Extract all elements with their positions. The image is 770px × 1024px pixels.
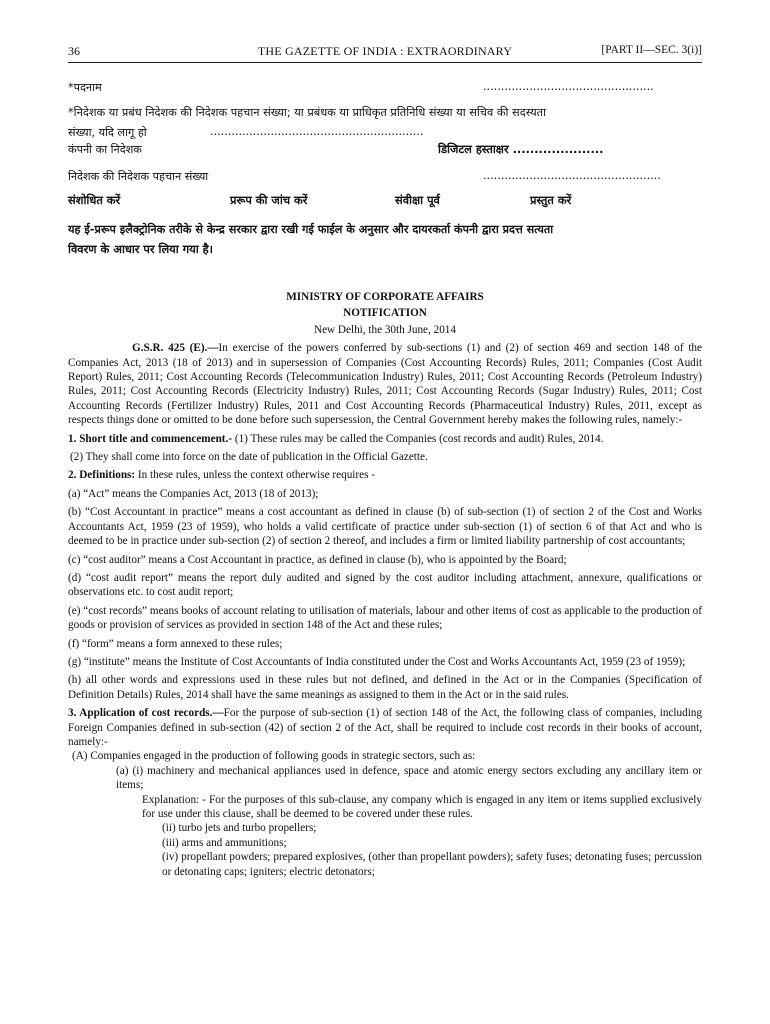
director-id-line: *निदेशक या प्रबंध निदेशक की निदेशक पहचान संख्या; या प्रबंधक या प्राधिकृत प्रतिनिधि संख्या या सचिव की सदस्यता	[68, 106, 547, 119]
section-3-A-a: (a) (i) machinery and mechanical appliances used in defence, space and atomic energy sectors excluding any ancillary item or items;	[116, 764, 702, 792]
prescrutiny-button[interactable]: संवीक्षा पूर्व	[395, 193, 440, 207]
definition-f: (f) “form” means a form annexed to these rules;	[68, 637, 283, 650]
submit-button[interactable]: प्रस्तुत करें	[530, 193, 572, 207]
digital-signature-field: डिजिटल हस्ताक्षर .....................	[438, 142, 604, 156]
section-3	[68, 706, 702, 749]
notification-body	[68, 290, 702, 879]
section-3-ii: (ii) turbo jets and turbo propellers;	[162, 822, 317, 835]
section-3-A: (A) Companies engaged in the production of following goods in strategic sectors, such as:	[72, 750, 476, 763]
definition-e: (e) “cost records” means books of account relating to utilisation of materials, labour and other items of cost as applicable to the production of goods or provision of services as provided in section 148 of the Act and these rules;	[68, 604, 702, 632]
gsr-paragraph	[68, 341, 702, 427]
definition-b: (b) “Cost Accountant in practice” means a cost accountant as defined in clause (b) of sub-section (1) of section 2 of the Cost and Works Accountants Act, 1959 (23 of 1959), who holds a valid certificate of practice under sub-section (1) of section 6 of that Act and who is deemed to be in practice under sub-section (2) of section 2 thereof, and includes a firm or limited liability partnership of cost accountants;	[68, 506, 702, 548]
designation-label: *पदनाम	[68, 81, 102, 94]
definition-h: (h) all other words and expressions used in these rules but not defined, and defined in the Act or in the Companies (Specification of Definition Details) Rules, 2014 shall have the same meanings as assigned to them in the Act or in the said rules.	[68, 674, 702, 701]
gsr-text: In exercise of the powers conferred by sub-sections (1) and (2) of section 469 and section 148 of the Companies Act, 2013 (18 of 2013) and in supersession of Companies (Cost Accounting Records) Rules, 2011; Companies (Cost Audit Report) Rules, 2011; Cost Accounting Records (Telecommunication Industry) Rules, 2011; Cost Accounting Records (Petroleum Industry) Rules, 2011; Cost Accounting Records (Electricity Industry) Rules, 2011; Cost Accounting Records (Sugar Industry) Rules, 2011; Cost Accounting Records (Fertilizer Industry) Rules, 2011 and Cost Accounting Records (Pharmaceutical Industry) Rules, 2011, except as respects things done or omitted to be done before such supersession, the Central Government hereby makes the following rules, namely:-	[68, 342, 702, 427]
din-label: निदेशक की निदेशक पहचान संख्या	[68, 170, 209, 183]
designation-dots: ................................................	[483, 80, 654, 93]
section-3-explanation: Explanation: - For the purposes of this sub-clause, any company which is engaged in any item or items supplied exclusively for use under this clause, shall be deemed to be covered under these rules.	[142, 793, 702, 820]
din-dots: ..................................................	[483, 169, 661, 182]
check-form-button[interactable]: प्ररूप की जांच करें	[230, 193, 308, 207]
section-3-iv: (iv) propellant powders; prepared explosives, (other than propellant powders); safety fuses; detonating fuses; percussion or detonating caps; igniters; electric detonators;	[162, 851, 702, 878]
section-3-text: For the purpose of sub-section (1) of section 148 of the Act, the following class of companies, including Foreign Companies defined in sub-section (42) of section 2 of the Act, shall be required to include cost records in their books of account, namely:-	[68, 707, 702, 748]
definition-g: (g) “institute” means the Institute of Cost Accountants of India constituted under the Cost and Works Accountants Act, 1959 (23 of 1959);	[68, 655, 686, 668]
section-2-heading: 2. Definitions:	[68, 469, 136, 482]
definition-d: (d) “cost audit report” means the report duly audited and signed by the cost auditor including attachment, annexure, qualifications or observations etc. to cost audit report;	[68, 571, 702, 599]
section-2-text: In these rules, unless the context otherwise requires -	[135, 469, 375, 482]
section-1	[68, 432, 702, 446]
ministry-heading: MINISTRY OF CORPORATE AFFAIRS	[286, 291, 484, 303]
notification-heading: NOTIFICATION	[343, 307, 427, 320]
dateline: New Delhi, the 30th June, 2014	[314, 323, 456, 336]
section-2	[68, 468, 702, 482]
page-number: 36	[68, 44, 80, 58]
section-3-heading: 3. Application of cost records.—	[68, 707, 224, 720]
definition-a: (a) “Act” means the Companies Act, 2013 (18 of 2013);	[68, 487, 319, 500]
gsr-label: G.S.R. 425 (E).—	[132, 342, 219, 355]
note-line-2: विवरण के आधार पर लिया गया है।	[68, 242, 214, 256]
note-line-1: यह ई-प्ररूप इलैक्ट्रोनिक तरीके से केन्द्र सरकार द्वारा रखी गई फाईल के अनुसार और दायरकर्ता कंपनी द्वारा प्रदत्त सत्यता	[68, 223, 554, 236]
section-1-2: (2) They shall come into force on the date of publication in the Official Gazette.	[70, 451, 428, 464]
section-1-heading: 1. Short title and commencement.-	[68, 432, 233, 445]
company-director-label: कंपनी का निदेशक	[68, 143, 142, 156]
modify-button[interactable]: संशोधित करें	[68, 193, 121, 207]
applicable-dots: ............................................................	[210, 125, 424, 138]
header-rule	[68, 62, 702, 63]
applicable-line: संख्या, यदि लागू हो	[68, 126, 147, 139]
page-header	[68, 44, 702, 62]
part-section: [PART II—SEC. 3(i)]	[601, 44, 702, 56]
section-3-iii: (iii) arms and ammunitions;	[162, 836, 287, 849]
section-1-text: (1) These rules may be called the Companies (cost records and audit) Rules, 2014.	[232, 432, 604, 445]
gazette-title: THE GAZETTE OF INDIA : EXTRAORDINARY	[257, 44, 513, 58]
definition-c: (c) “cost auditor” means a Cost Accountant in practice, as defined in clause (b), who is appointed by the Board;	[68, 553, 567, 566]
